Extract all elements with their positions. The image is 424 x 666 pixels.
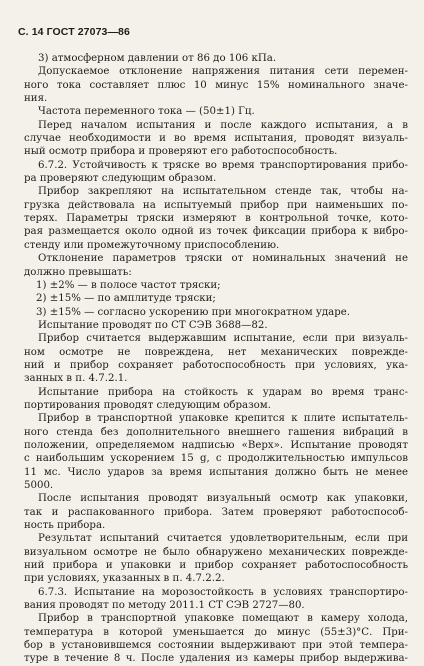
list-item: 3) ±15% — согласно ускорению при многократном ударе. [36, 306, 351, 318]
text-line: грузка действовала на испытуемый прибор при наименьших по- [24, 199, 408, 211]
text-line: терях. Параметры тряски измеряют в контрольной точке, кото- [24, 213, 408, 225]
text-line: так и распакованного прибора. Затем проверяют работоспособ- [24, 506, 408, 518]
text-line: стенду или промежуточному приспособлению. [24, 239, 280, 251]
text-line: ный осмотр прибора и проверяют его работоспособность. [24, 146, 338, 158]
text-line: положении, определяемом надписью «Верх». Испытание проводят [24, 439, 408, 451]
text-line: ного тока составляет плюс 10 минус 15% номинального значе- [24, 79, 408, 91]
text-line: Прибор в транспортной упаковке помещают в камеру холода, [38, 613, 408, 625]
text-line: визуальном осмотре не было обнаружено механических поврежде- [24, 546, 408, 558]
text-line: портирования проводят следующим образом. [24, 399, 271, 411]
text-line: ного стенда без дополнительного внешнего гашения вибраций в [24, 426, 408, 438]
text-line: Испытание проводят по СТ СЭВ 3688—82. [38, 319, 268, 331]
text-line: случае необходимости и во время испытания, проводят визуаль- [24, 133, 408, 145]
text-line: Прибор считается выдержавшим испытание, если при визуаль- [38, 333, 408, 345]
text-line: туре в течение 8 ч. После удаления из камеры прибор выдержива- [24, 653, 408, 665]
text-line: температура в которой уменьшается до минус (55±3)°С. При- [24, 626, 408, 638]
text-line: вания проводят по методу 2011.1 СТ СЭВ 2727—80. [24, 600, 305, 612]
text-line: После испытания проводят визуальный осмотр как упаковки, [38, 493, 408, 505]
text-line: должно превышать: [24, 266, 132, 278]
text-line: ний и прибор сохраняет работоспособность при условиях, ука- [24, 359, 408, 371]
text-line: Частота переменного тока — (50±1) Гц. [38, 106, 255, 118]
text-line: ном осмотре не повреждена, нет механических поврежде- [24, 346, 408, 358]
text-line: 11 мс. Число ударов за время испытания должно быть не менее [24, 466, 408, 478]
text-line: 6.7.3. Испытание на морозостойкость в условиях транспортиро- [38, 586, 408, 598]
document-body [24, 52, 408, 666]
text-line: 5000. [24, 480, 54, 491]
list-item: 1) ±2% — в полосе частот тряски; [36, 279, 221, 291]
text-line: Прибор в транспортной упаковке крепится к плите испытатель- [38, 413, 408, 425]
text-line: Отклонение параметров тряски от номинальных значений не [38, 253, 408, 265]
page-header: С. 14 ГОСТ 27073—86 [18, 26, 130, 38]
text-line: Прибор закрепляют на испытательном стенде так, чтобы на- [38, 186, 408, 198]
text-line: при условиях, указанных в п. 4.7.2.2. [24, 573, 225, 585]
text-line: Испытание прибора на стойкость к ударам во время транс- [38, 386, 408, 398]
text-line: ность прибора. [24, 520, 106, 532]
text-line: с наибольшим ускорением 15 g, с продолжительностью импульсов [24, 453, 408, 465]
text-line: 6.7.2. Устойчивость к тряске во время транспортирования прибо- [38, 159, 408, 171]
text-line: Допускаемое отклонение напряжения питания сети перемен- [38, 66, 408, 78]
text-line: занных в п. 4.7.2.1. [24, 373, 128, 385]
text-line: Перед началом испытания и после каждого испытания, а в [38, 119, 408, 131]
text-line: рая размещается около одной из точек фиксации прибора к вибро- [24, 226, 408, 238]
text-line: бор в установившемся состоянии выдерживают при этой темпера- [24, 640, 408, 652]
text-line: ний прибора и упаковки и прибор сохраняет работоспособность [24, 560, 408, 572]
text-line: ния. [24, 93, 48, 105]
text-line: ра проверяют следующим образом. [24, 173, 217, 185]
text-line: 3) атмосферном давлении от 86 до 106 кПа. [38, 53, 277, 64]
text-line: Результат испытаний считается удовлетворительным, если при [38, 533, 408, 545]
list-item: 2) ±15% — по амплитуде тряски; [36, 293, 216, 305]
